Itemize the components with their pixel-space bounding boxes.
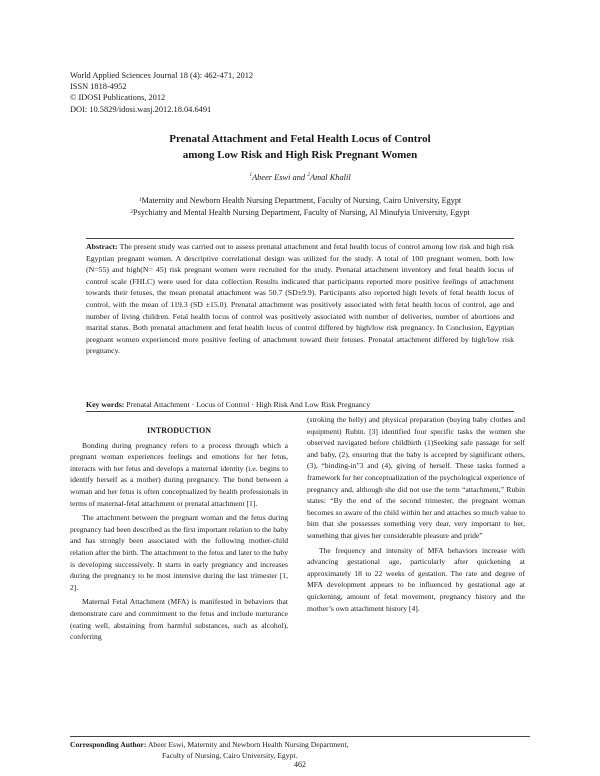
keywords-bottom-rule: [86, 411, 514, 412]
intro-paragraph-4: (stroking the belly) and physical preparation (buying baby clothes and equipment) Rubin. [3] identified four specific tasks the women she observed navigated before childbirth (1)Seeking safe passage for self and baby, (2), ensuring that the baby is accepted by significant others, (3), “binding-in”3 and (4), giving of herself. These tasks formed a framework for her conceptualization of the psychological experience of pregnancy and, although she did not use the term “attachment,” Rubin states: “By the end of the second trimester, the pregnant woman becomes so aware of the child within her and attaches so much value to him that she possesses something very dear, very important to her, something that gives her considerable pleasure and pride”: [307, 415, 525, 540]
author-1: Abeer Eswi: [252, 173, 291, 182]
affiliation-1: [60, 195, 540, 207]
corresponding-author-line-1: [70, 740, 530, 751]
body-left-column: [70, 425, 288, 643]
authors: [0, 173, 600, 182]
affiliations: [60, 195, 540, 219]
journal-issn: ISSN 1818-4952: [70, 82, 127, 92]
footer-rule: [70, 736, 530, 737]
journal-copyright: © IDOSI Publications, 2012: [70, 93, 166, 103]
abstract-top-rule: [86, 238, 514, 239]
corresponding-author-details: Abeer Eswi, Maternity and Newborn Health Nursing Department,: [147, 740, 349, 749]
corresponding-author-line-2: Faculty of Nursing, Cairo University, Egypt.: [162, 750, 298, 760]
title-line-2: among Low Risk and High Risk Pregnant Women: [182, 149, 418, 161]
keywords-label: Key words:: [86, 400, 125, 409]
title-line-1: Prenatal Attachment and Fetal Health Locus of Control: [169, 133, 431, 145]
section-heading-introduction: INTRODUCTION: [146, 426, 211, 435]
abstract-text: The present study was carried out to assess prenatal attachment and fetal health locus of control among low risk and high risk Egyptian pregnant women. A descriptive correlational design was utilized for the study. A total of 100 pregnant women, both low (N=55) and high(N= 45) risk pregnant women were recruited for the study. Prenatal attachment inventory and fetal health locus of control scale (FHLC) were used for data collection Results indicated that participants reported more positive feelings of attachment towards their fetuses, the mean prenatal attachment was 50.7 (SD±9.9). Participants also reported high levels of fetal health locus of control, with the mean of 119.3 (SD ±15.0). Prenatal attachment was positively associated with fetal health locus of control, age and number of living children. Fetal health locus of control was positively associated with number of deliveries, number of abortions and marital status. Both prenatal attachment and fetal health locus of control differed by high/low risk pregnancy. In Conclusion, Egyptian pregnant women experienced more positive feeling of attachment toward their fetuses. Prenatal attachment differed by high/low risk pregnancy.: [86, 242, 515, 356]
corresponding-author: [70, 740, 530, 761]
intro-paragraph-3: Maternal Fetal Attachment (MFA) is manifested in behaviors that demonstrate care and commitment to the fetus and include nurturance (eating well, abstaining from harmful substances, such as alcohol), conferring: [70, 597, 288, 642]
intro-paragraph-2: The attachment between the pregnant woman and the fetus during pregnancy had been described as the first important relation to the baby and has strongly been associated with the following mother-child relation after the birth. The attachment to the fetus and later to the baby is developing successively. It starts in early pregnancy and increases during the pregnancy to be most intensive during the last trimester [1, 2].: [70, 513, 288, 592]
abstract: [86, 241, 514, 357]
affiliation-2-marker: 2: [130, 209, 134, 215]
author-2: Amal Khalil: [309, 173, 351, 182]
author-2-marker: 2: [307, 172, 310, 178]
corresponding-author-label: Corresponding Author:: [70, 740, 147, 749]
affiliation-1-marker: 1: [138, 197, 142, 203]
journal-doi[interactable]: DOI: 10.5829/idosi.wasj.2012.18.04.6491: [70, 104, 212, 114]
journal-citation: World Applied Sciences Journal 18 (4): 462-471, 2012: [70, 71, 254, 80]
authors-and: and: [290, 173, 308, 182]
affiliation-1-text: Maternity and Newborn Health Nursing Department, Faculty of Nursing, Cairo University, Egypt: [141, 196, 462, 205]
intro-paragraph-1: Bonding during pregnancy refers to a process through which a pregnant woman experiences feelings and emotions for her fetus, interacts with her fetus and develops a maternal identity (i.e. begins to identify herself as a mother) during pregnancy. The bond between a woman and her fetus is often conceptualized by health professionals in terms of maternal-fetal attachment or prenatal attachment [1].: [70, 440, 288, 508]
intro-paragraph-5: The frequency and intensity of MFA behaviors increase with advancing gestational age, particularly after quickening at approximately 18 to 22 weeks of gestation. The rate and degree of MFA development appears to be influenced by gestational age at quickening, amount of fetal movement, pregnancy history and the mother’s own attachment history [4].: [307, 545, 525, 613]
keywords: [86, 399, 514, 410]
author-1-marker: 1: [249, 172, 253, 178]
keywords-text: Prenatal Attachment · Locus of Control · High Risk And Low Risk Pregnancy: [126, 400, 371, 409]
affiliation-2-text: Psychiatry and Mental Health Nursing Department, Faculty of Nursing, Al Minufyia University, Egypt: [133, 208, 470, 217]
page-number: 462: [294, 760, 306, 769]
affiliation-2: [60, 207, 540, 219]
body-right-column: [307, 414, 525, 614]
paper-title: [60, 131, 540, 163]
journal-info: [70, 70, 253, 115]
abstract-label: Abstract:: [86, 242, 118, 251]
